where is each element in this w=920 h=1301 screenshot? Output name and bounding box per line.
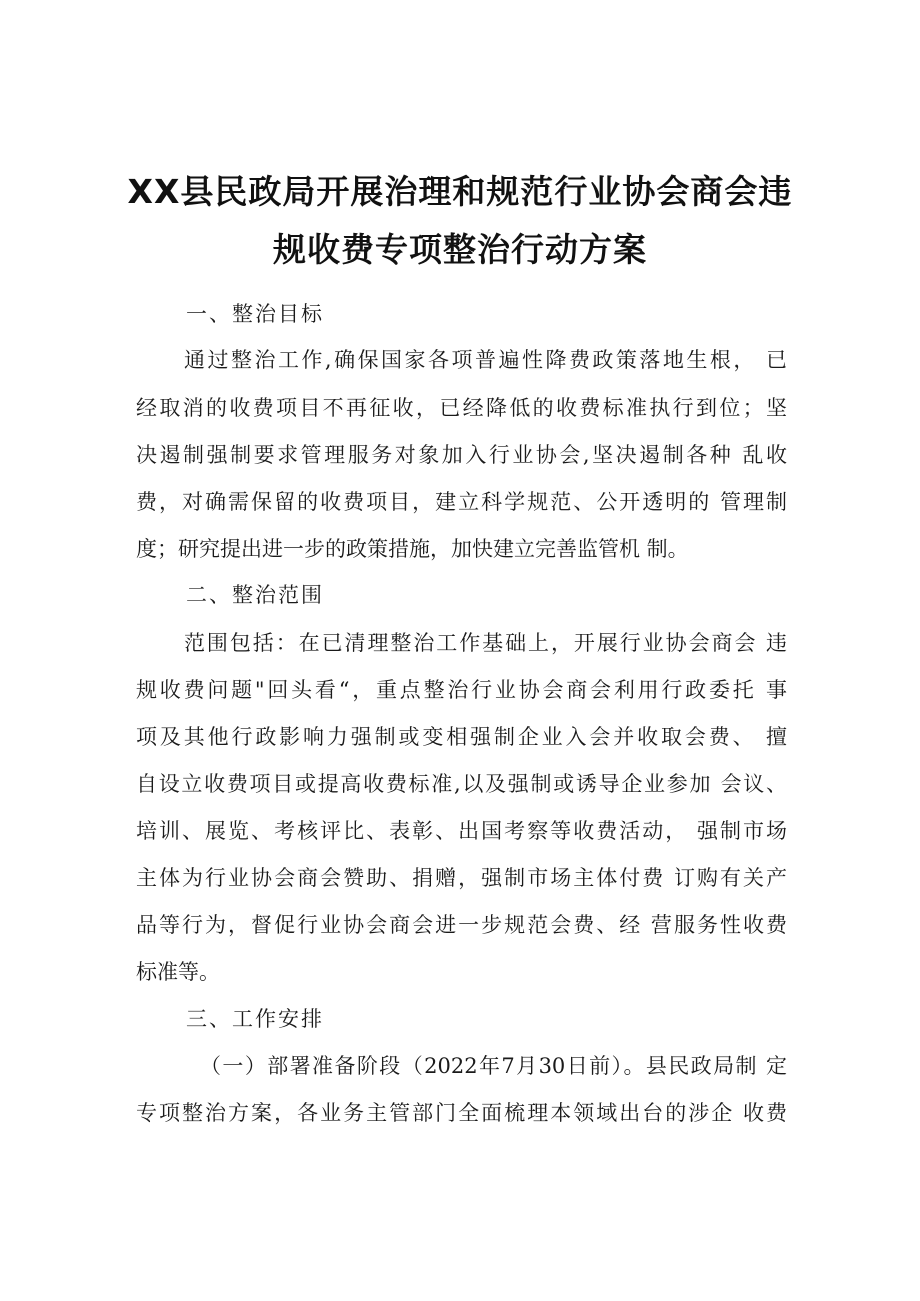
paragraph-line: 规收费问题"回头看“，重点整治行业协会商会利用行政委托 事 [136,678,787,702]
paragraph-line: 品等行为，督促行业协会商会进一步规范会费、经 营服务性收费 [136,913,787,937]
section-heading-2: 二、整治范围 [186,583,324,607]
paragraph-line: 决遏制强制要求管理服务对象加入行业协会,坚决遏制各种 乱收 [136,443,787,467]
paragraph-line: 费，对确需保留的收费项目，建立科学规范、公开透明的 管理制 [136,490,787,514]
paragraph-line: 标准等。 [136,960,220,984]
paragraph-line: （一）部署准备阶段（2022年7月30日前）。县民政局制 定 [200,1054,787,1078]
paragraph-line: 培训、展览、考核评比、表彰、出国考察等收费活动， 强制市场 [136,819,787,843]
section-heading-3: 三、工作安排 [186,1007,324,1031]
section-heading-1: 一、整治目标 [186,302,324,326]
paragraph-line: 主体为行业协会商会赞助、捐赠，强制市场主体付费 订购有关产 [136,866,787,890]
paragraph-line: 范围包括：在已清理整治工作基础上，开展行业协会商会 违 [184,631,787,655]
paragraph-line: 经取消的收费项目不再征收，已经降低的收费标准执行到位；坚 [136,396,787,420]
paragraph-line: 项及其他行政影响力强制或变相强制企业入会并收取会费、 擅 [136,725,787,749]
document-title-line-1: XX县民政局开展治理和规范行业协会商会违 [127,172,793,211]
paragraph-line: 自设立收费项目或提高收费标准,以及强制或诱导企业参加 会议、 [136,772,787,796]
paragraph-line: 专项整治方案，各业务主管部门全面梳理本领域出台的涉企 收费 [136,1101,787,1125]
paragraph-line: 度；研究提出进一步的政策措施，加快建立完善监管机 制。 [136,537,689,561]
paragraph-line: 通过整治工作,确保国家各项普遍性降费政策落地生根， 已 [184,348,787,372]
document-title-line-2: 规收费专项整治行动方案 [273,230,647,269]
